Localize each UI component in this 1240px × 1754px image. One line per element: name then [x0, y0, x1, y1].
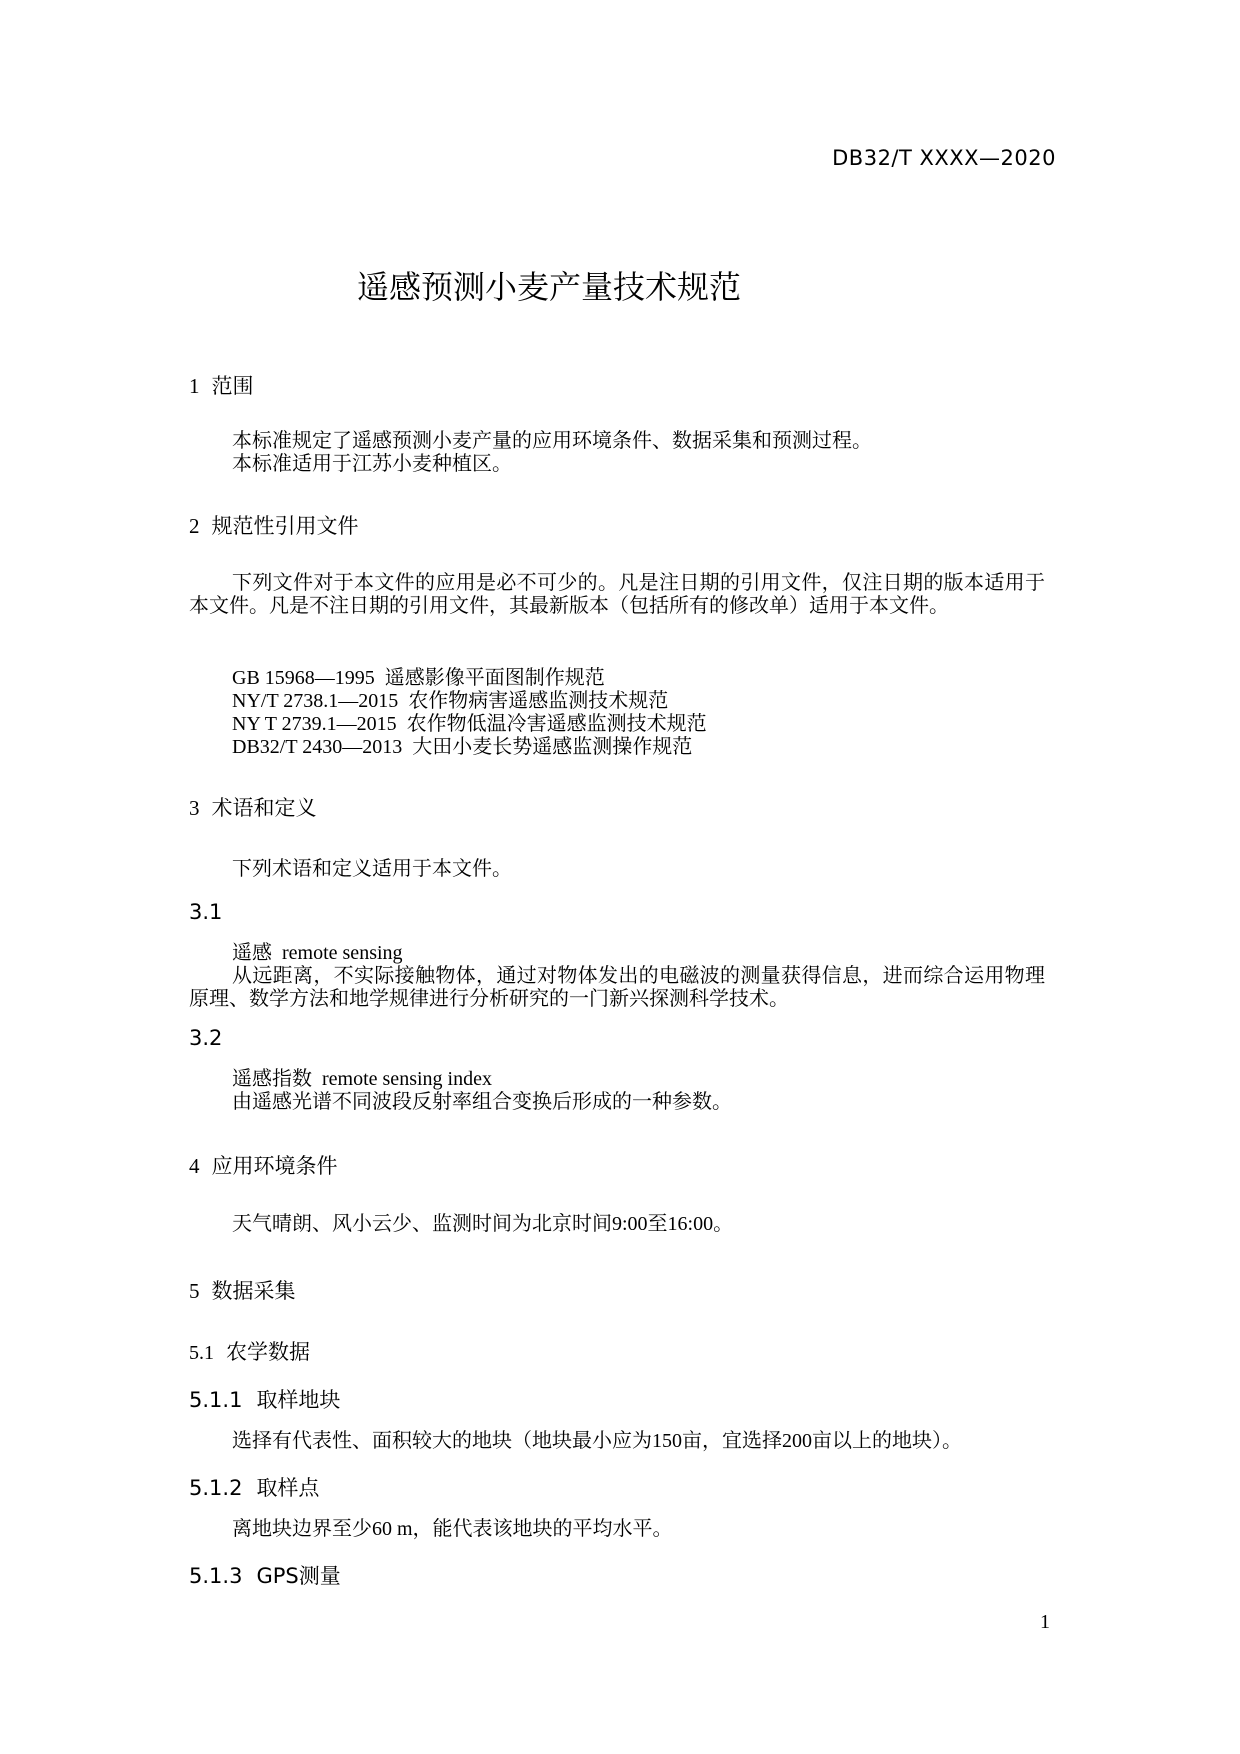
term-number: 3.1 — [189, 900, 223, 924]
clause-heading — [189, 1384, 340, 1414]
reference-item — [232, 667, 605, 690]
reference-code: DB32/T 2430—2013 — [232, 736, 403, 758]
section-4-heading — [189, 1150, 338, 1180]
section-2-heading — [189, 510, 359, 540]
section-title: 范围 — [211, 374, 254, 398]
document-code: DB32/T XXXX—2020 — [832, 146, 1056, 170]
page-number: 1 — [1040, 1611, 1050, 1633]
section-3-heading — [189, 792, 317, 822]
section-number: 4 — [189, 1154, 200, 1178]
paragraph: 本标准规定了遥感预测小麦产量的应用环境条件、数据采集和预测过程。 — [232, 430, 872, 452]
reference-title: 农作物病害遥感监测技术规范 — [408, 690, 669, 712]
subsection-title: 农学数据 — [226, 1340, 310, 1364]
paragraph: 本标准适用于江苏小麦种植区。 — [232, 453, 512, 475]
section-number: 5 — [189, 1279, 200, 1303]
reference-item — [232, 713, 707, 736]
section-title: 规范性引用文件 — [211, 514, 359, 538]
term-en: remote sensing index — [322, 1068, 492, 1090]
term-heading — [232, 1068, 492, 1091]
section-5-heading — [189, 1275, 296, 1305]
section-number: 1 — [189, 374, 200, 398]
reference-item — [232, 736, 692, 759]
subsection-number: 5.1 — [189, 1342, 214, 1364]
paragraph: 选择有代表性、面积较大的地块（地块最小应为150亩，宜选择200亩以上的地块）。 — [232, 1430, 962, 1452]
reference-code: GB 15968—1995 — [232, 667, 375, 689]
paragraph: 下列文件对于本文件的应用是必不可少的。凡是注日期的引用文件，仅注日期的版本适用于本文件。凡是不注日期的引用文件，其最新版本（包括所有的修改单）适用于本文件。 — [189, 572, 1045, 617]
section-title: 数据采集 — [211, 1279, 296, 1303]
clause-heading — [189, 1472, 319, 1502]
subsection-5-1-heading — [189, 1336, 310, 1366]
reference-item — [232, 690, 668, 713]
term-number: 3.2 — [189, 1026, 223, 1050]
term-heading — [232, 942, 403, 965]
document-title: 遥感预测小麦产量技术规范 — [357, 268, 742, 306]
paragraph: 天气晴朗、风小云少、监测时间为北京时间9:00至16:00。 — [232, 1213, 734, 1235]
section-title: 术语和定义 — [211, 796, 317, 820]
clause-number: 5.1.1 — [189, 1388, 243, 1412]
reference-title: 农作物低温冷害遥感监测技术规范 — [406, 713, 707, 735]
clause-number: 5.1.2 — [189, 1476, 243, 1500]
reference-code: NY T 2739.1—2015 — [232, 713, 397, 735]
section-number: 3 — [189, 796, 200, 820]
paragraph: 离地块边界至少60 m，能代表该地块的平均水平。 — [232, 1518, 673, 1540]
term-zh: 遥感 — [232, 942, 272, 964]
reference-title: 遥感影像平面图制作规范 — [384, 667, 605, 689]
clause-title: 取样地块 — [256, 1388, 341, 1412]
section-title: 应用环境条件 — [211, 1154, 338, 1178]
term-zh: 遥感指数 — [232, 1068, 312, 1090]
paragraph: 下列术语和定义适用于本文件。 — [232, 858, 512, 880]
reference-code: NY/T 2738.1—2015 — [232, 690, 399, 712]
term-definition: 由遥感光谱不同波段反射率组合变换后形成的一种参数。 — [232, 1091, 732, 1113]
clause-title: GPS测量 — [256, 1564, 341, 1588]
clause-heading — [189, 1560, 341, 1590]
term-en: remote sensing — [282, 942, 403, 964]
reference-title: 大田小麦长势遥感监测操作规范 — [412, 736, 693, 758]
clause-title: 取样点 — [256, 1476, 320, 1500]
clause-number: 5.1.3 — [189, 1564, 243, 1588]
section-1-heading — [189, 370, 254, 400]
section-number: 2 — [189, 514, 200, 538]
term-definition: 从远距离，不实际接触物体，通过对物体发出的电磁波的测量获得信息，进而综合运用物理原理、数学方法和地学规律进行分析研究的一门新兴探测科学技术。 — [189, 965, 1045, 1010]
